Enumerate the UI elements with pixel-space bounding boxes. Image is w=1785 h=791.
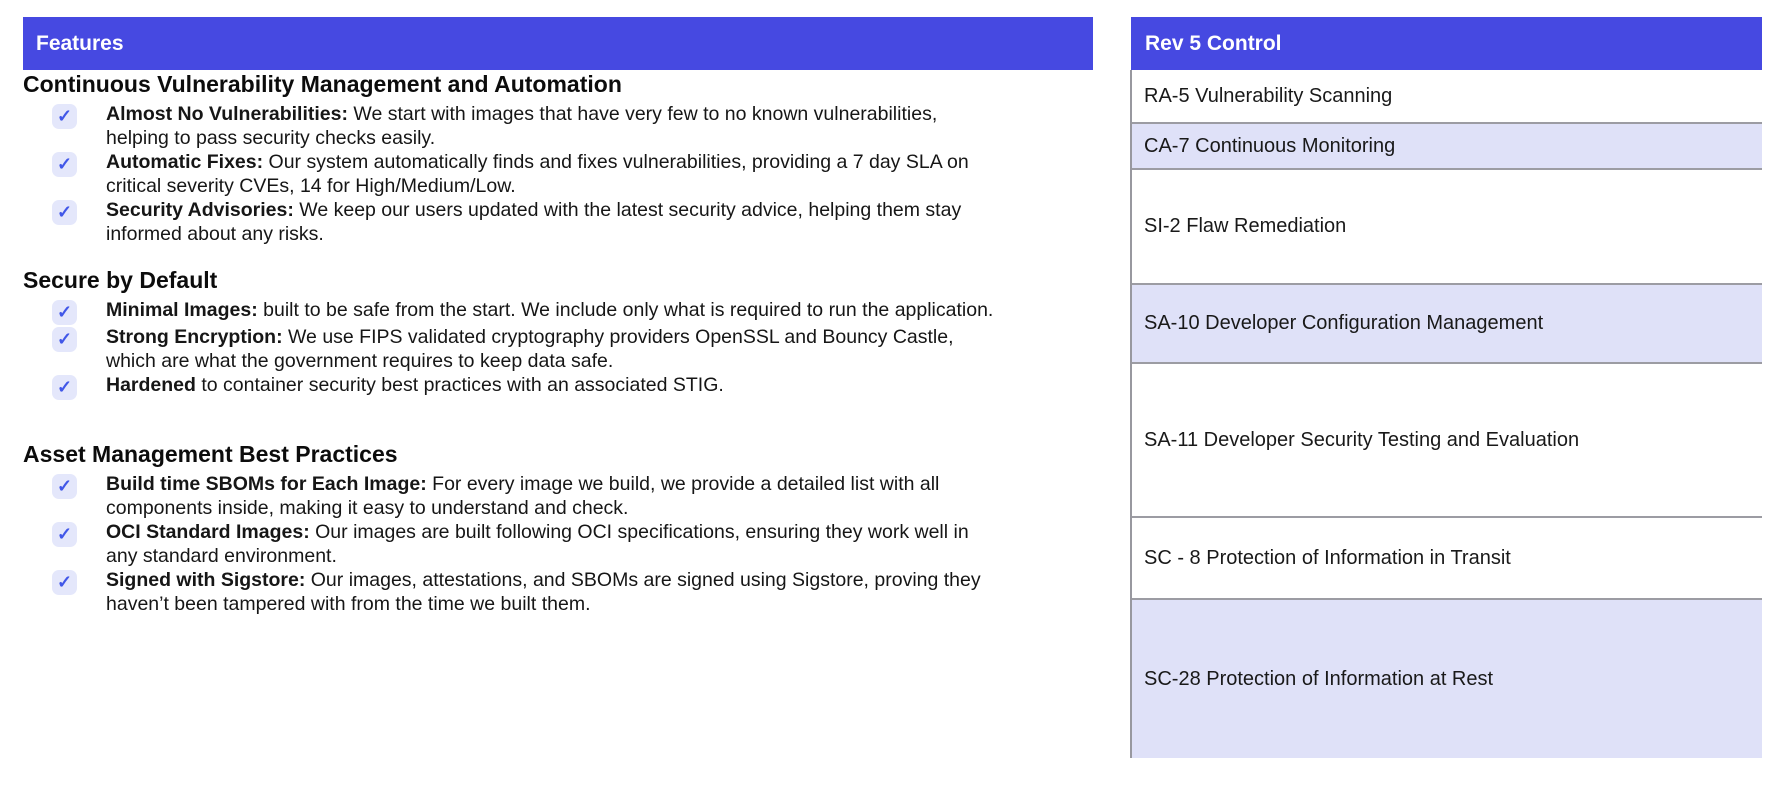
control-label: CA-7 Continuous Monitoring	[1144, 134, 1396, 157]
checkmark-glyph: ✓	[56, 105, 73, 126]
checkmark-glyph: ✓	[56, 301, 73, 322]
features-section	[23, 440, 1093, 616]
feature-item	[23, 299, 1093, 325]
checkmark-glyph: ✓	[56, 201, 73, 222]
feature-item-label: Strong Encryption:	[106, 326, 283, 348]
checkbox-checked-icon	[52, 375, 77, 400]
feature-item-text	[106, 299, 999, 323]
feature-item	[23, 326, 1093, 373]
feature-item-label: Build time SBOMs for Each Image:	[106, 473, 427, 495]
control-row	[1132, 70, 1762, 122]
feature-item-label: Minimal Images:	[106, 299, 258, 321]
control-column	[1130, 70, 1762, 758]
control-row	[1132, 168, 1762, 283]
control-label: SC - 8 Protection of Information in Transit	[1144, 546, 1511, 569]
control-row	[1132, 122, 1762, 168]
feature-item-text	[106, 569, 999, 616]
feature-item-text	[106, 151, 999, 198]
checkmark-glyph: ✓	[56, 523, 73, 544]
feature-item	[23, 199, 1093, 246]
checkmark-glyph: ✓	[56, 153, 73, 174]
control-label: RA-5 Vulnerability Scanning	[1144, 84, 1393, 107]
checkbox-checked-icon	[52, 474, 77, 499]
feature-item-label: Automatic Fixes:	[106, 151, 264, 173]
checkmark-glyph: ✓	[56, 475, 73, 496]
feature-item-text	[106, 521, 999, 568]
features-section	[23, 70, 1093, 246]
feature-item-text	[106, 199, 999, 246]
feature-item	[23, 569, 1093, 616]
feature-item	[23, 374, 1093, 400]
section-title: Secure by Default	[23, 267, 218, 293]
checkmark-glyph: ✓	[56, 376, 73, 397]
feature-item	[23, 473, 1093, 520]
control-row	[1132, 516, 1762, 598]
checkbox-checked-icon	[52, 200, 77, 225]
checkbox-checked-icon	[52, 327, 77, 352]
features-column-header	[23, 17, 1093, 70]
checkmark-glyph: ✓	[56, 571, 73, 592]
control-header-label: Rev 5 Control	[1145, 31, 1282, 55]
feature-item	[23, 151, 1093, 198]
checkbox-checked-icon	[52, 570, 77, 595]
features-section	[23, 266, 1093, 400]
control-label: SI-2 Flaw Remediation	[1144, 215, 1347, 237]
section-title: Continuous Vulnerability Management and Automation	[23, 71, 622, 97]
checkbox-checked-icon	[52, 522, 77, 547]
feature-item-text	[106, 473, 999, 520]
control-label: SC-28 Protection of Information at Rest	[1144, 667, 1494, 690]
features-column	[23, 70, 1093, 617]
features-header-label: Features	[36, 31, 124, 55]
feature-item-description: For every image we build, we provide a detailed list with all components inside, making it easy to understand and check.	[106, 473, 940, 519]
feature-item-description: Our images, attestations, and SBOMs are signed using Sigstore, proving they haven’t been tampered with from the time we built them.	[106, 569, 981, 615]
feature-item-description: Our images are built following OCI specifications, ensuring they work well in any standard environment.	[106, 521, 969, 567]
feature-item-text	[106, 103, 999, 150]
feature-item	[23, 103, 1093, 150]
feature-item-description: Our system automatically finds and fixes vulnerabilities, providing a 7 day SLA on critical severity CVEs, 14 for High/Medium/Low.	[106, 151, 969, 197]
feature-item-description: We keep our users updated with the latest security advice, helping them stay informed about any risks.	[106, 199, 962, 245]
feature-item-label: Signed with Sigstore:	[106, 569, 306, 591]
feature-item-label: Hardened	[106, 374, 196, 396]
feature-item-label: OCI Standard Images:	[106, 521, 310, 543]
feature-item-description: We start with images that have very few to no known vulnerabilities, helping to pass security checks easily.	[106, 103, 938, 149]
control-label: SA-11 Developer Security Testing and Evaluation	[1144, 428, 1580, 451]
section-title: Asset Management Best Practices	[23, 441, 398, 467]
control-column-header	[1131, 17, 1762, 70]
control-row	[1132, 283, 1762, 362]
feature-item-text	[106, 374, 999, 398]
feature-item-description: We use FIPS validated cryptography providers OpenSSL and Bouncy Castle, which are what the government requires to keep data safe.	[106, 326, 954, 372]
feature-item-label: Almost No Vulnerabilities:	[106, 103, 348, 125]
feature-item-description: built to be safe from the start. We include only what is required to run the application.	[263, 299, 994, 321]
feature-item	[23, 521, 1093, 568]
checkmark-glyph: ✓	[56, 328, 73, 349]
feature-item-description: to container security best practices with an associated STIG.	[201, 374, 724, 396]
control-label: SA-10 Developer Configuration Management	[1144, 312, 1544, 334]
checkbox-checked-icon	[52, 104, 77, 129]
checkbox-checked-icon	[52, 152, 77, 177]
feature-item-text	[106, 326, 999, 373]
control-row	[1132, 598, 1762, 758]
checkbox-checked-icon	[52, 300, 77, 325]
control-row	[1132, 362, 1762, 516]
feature-item-label: Security Advisories:	[106, 199, 294, 221]
